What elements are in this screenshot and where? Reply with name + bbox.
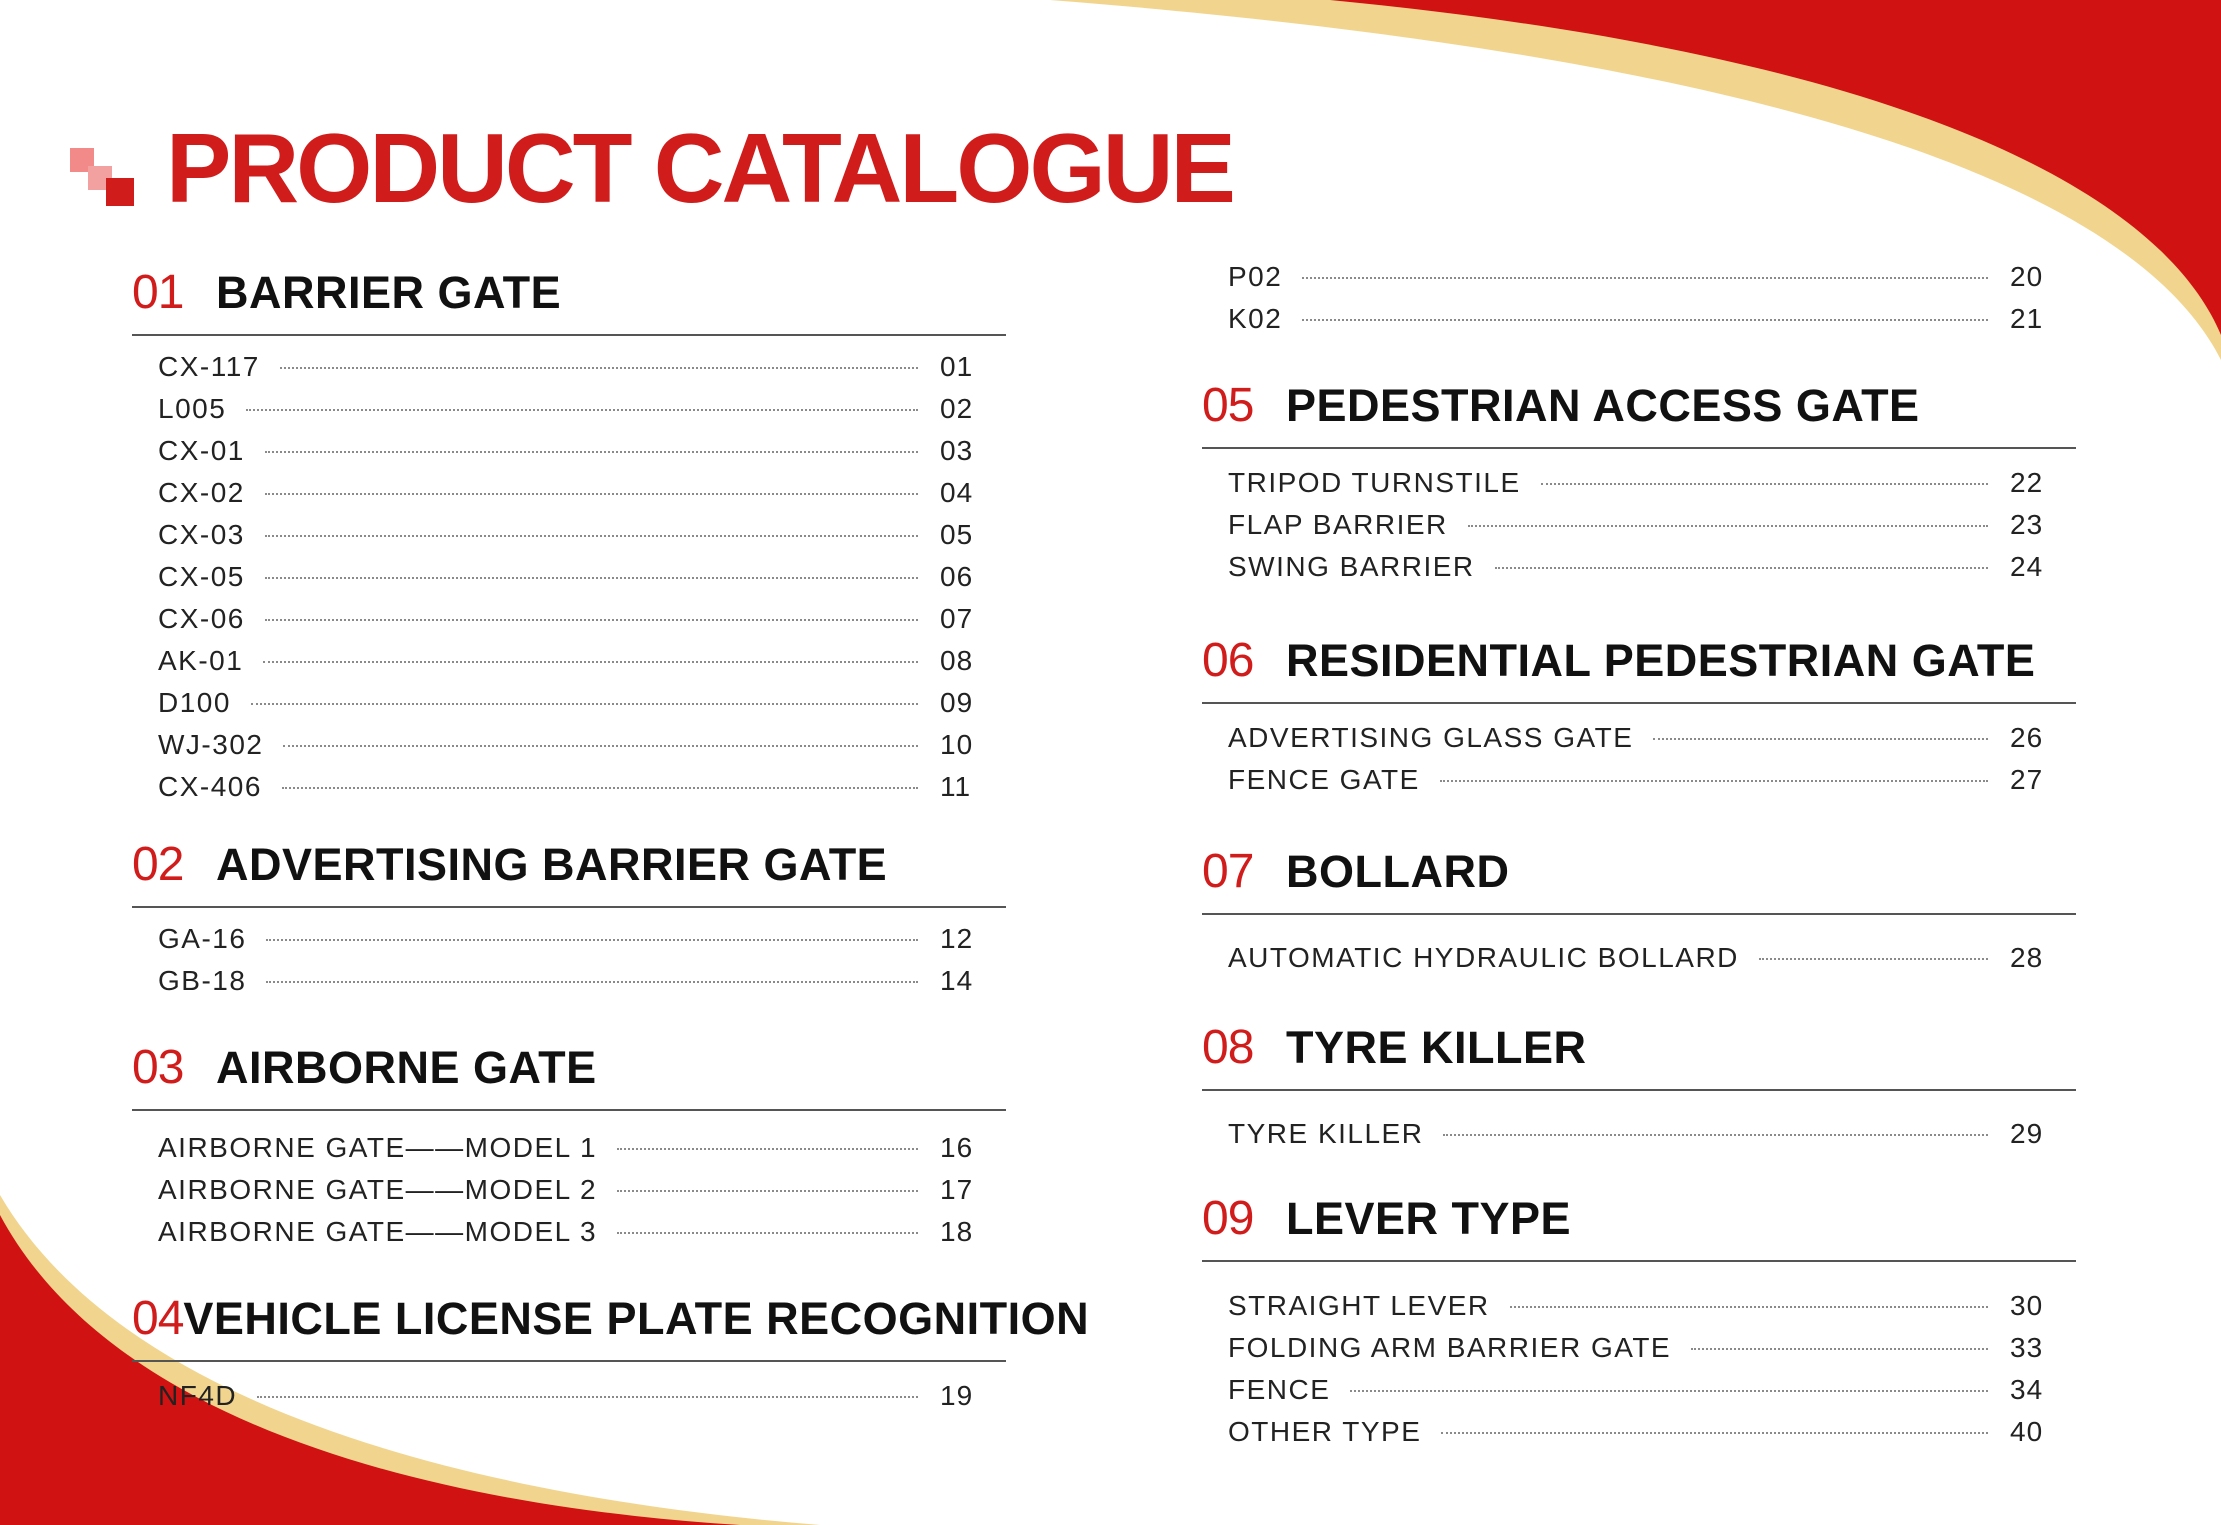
dot-leader [265, 619, 918, 621]
entry-label: K02 [1228, 303, 1283, 334]
section-header [132, 836, 1006, 894]
dot-leader [257, 1396, 918, 1398]
section-divider [132, 906, 1006, 908]
entry-page: 34 [2010, 1374, 2044, 1405]
toc-entry[interactable] [1228, 937, 2076, 979]
entry-page: 30 [2010, 1290, 2044, 1321]
entry-page: 24 [2010, 551, 2044, 582]
dot-leader [263, 661, 918, 663]
section-number: 03 [132, 1041, 184, 1094]
entry-page: 09 [940, 687, 974, 718]
toc-entry[interactable] [158, 640, 1006, 682]
toc-entry[interactable] [158, 918, 1006, 960]
section-advertising-barrier-gate [132, 836, 1006, 996]
entry-label: CX-01 [158, 435, 245, 466]
toc-entry[interactable] [158, 598, 1006, 640]
dot-leader [283, 745, 918, 747]
section-header [1202, 1019, 2076, 1077]
toc-entry[interactable] [158, 556, 1006, 598]
entry-page: 17 [940, 1174, 974, 1205]
section-items [158, 918, 1006, 1002]
dot-leader [617, 1148, 918, 1150]
section-pedestrian-access-gate [1202, 377, 2076, 582]
entry-page: 02 [940, 393, 974, 424]
entry-label: CX-03 [158, 519, 245, 550]
entry-label: WJ-302 [158, 729, 264, 760]
toc-entry[interactable] [1228, 1285, 2076, 1327]
dot-leader [251, 703, 918, 705]
entry-page: 18 [940, 1216, 974, 1247]
section-divider [132, 1360, 1006, 1362]
entry-label: STRAIGHT LEVER [1228, 1290, 1490, 1321]
entry-page: 29 [2010, 1118, 2044, 1149]
section-divider [1202, 1089, 2076, 1091]
entry-page: 26 [2010, 722, 2044, 753]
section-number: 08 [1202, 1021, 1254, 1074]
entry-page: 22 [2010, 467, 2044, 498]
dot-leader [246, 409, 918, 411]
toc-entry[interactable] [1228, 298, 2076, 340]
dot-leader [1302, 277, 1988, 279]
section-items [1228, 256, 2076, 340]
section-divider [1202, 1260, 2076, 1262]
toc-entry[interactable] [158, 724, 1006, 766]
entry-page: 27 [2010, 764, 2044, 795]
entry-label: GA-16 [158, 923, 247, 954]
dot-leader [1441, 1432, 1988, 1434]
entry-page: 01 [940, 351, 974, 382]
section-vehicle-license-plate-recognition [132, 1290, 1090, 1411]
section-title: ADVERTISING BARRIER GATE [216, 839, 888, 890]
section-title: PEDESTRIAN ACCESS GATE [1286, 380, 1920, 431]
toc-entry[interactable] [158, 514, 1006, 556]
toc-entry[interactable] [1228, 759, 2076, 801]
section-title: BOLLARD [1286, 846, 1510, 897]
section-items [158, 1127, 1006, 1253]
entry-label: FLAP BARRIER [1228, 509, 1448, 540]
section-title: RESIDENTIAL PEDESTRIAN GATE [1286, 635, 2036, 686]
entry-label: AIRBORNE GATE——MODEL 1 [158, 1132, 598, 1163]
entry-label: AK-01 [158, 645, 244, 676]
section-header [1202, 632, 2076, 690]
dot-leader [266, 939, 918, 941]
dot-leader [1691, 1348, 1988, 1350]
entry-page: 11 [940, 771, 972, 802]
section-number: 01 [132, 266, 184, 319]
entry-page: 05 [940, 519, 974, 550]
toc-entry[interactable] [158, 682, 1006, 724]
red-squares-icon [70, 148, 134, 212]
toc-entry[interactable] [158, 1169, 1006, 1211]
entry-page: 23 [2010, 509, 2044, 540]
section-title: TYRE KILLER [1286, 1022, 1587, 1073]
entry-page: 10 [940, 729, 974, 760]
entry-page: 19 [940, 1380, 974, 1411]
toc-entry[interactable] [158, 1127, 1006, 1169]
dot-leader [1350, 1390, 1988, 1392]
section-header [132, 264, 1006, 322]
entry-label: AIRBORNE GATE——MODEL 3 [158, 1216, 598, 1247]
dot-leader [265, 493, 918, 495]
toc-entry[interactable] [1228, 1327, 2076, 1369]
section-items [1228, 1113, 2076, 1155]
section-number: 05 [1202, 379, 1254, 432]
entry-label: FENCE GATE [1228, 764, 1420, 795]
dot-leader [265, 577, 918, 579]
section-title: BARRIER GATE [216, 267, 562, 318]
section-title: VEHICLE LICENSE PLATE RECOGNITION [183, 1293, 1090, 1344]
toc-entry[interactable] [158, 1375, 1006, 1417]
entry-page: 16 [940, 1132, 974, 1163]
section-divider [1202, 913, 2076, 915]
entry-label: CX-06 [158, 603, 245, 634]
toc-entry[interactable] [1228, 256, 2076, 298]
section-number: 04 [132, 1292, 184, 1345]
entry-label: CX-406 [158, 771, 262, 802]
entry-page: 40 [2010, 1416, 2044, 1447]
entry-page: 21 [2010, 303, 2044, 334]
section-number: 07 [1202, 845, 1254, 898]
toc-entry[interactable] [158, 472, 1006, 514]
toc-entry[interactable] [158, 388, 1006, 430]
bottom-left-red-band [0, 1215, 740, 1525]
entry-label: TYRE KILLER [1228, 1118, 1424, 1149]
entry-page: 28 [2010, 942, 2044, 973]
entry-label: CX-117 [158, 351, 260, 382]
section-title: AIRBORNE GATE [216, 1042, 597, 1093]
entry-page: 14 [940, 965, 974, 996]
toc-entry[interactable] [1228, 462, 2076, 504]
dot-leader [617, 1232, 918, 1234]
toc-entry[interactable] [1228, 717, 2076, 759]
section-header [1202, 843, 2076, 901]
toc-entry[interactable] [1228, 504, 2076, 546]
section-number: 02 [132, 838, 184, 891]
section-items [1228, 717, 2076, 801]
dot-leader [265, 535, 918, 537]
entry-label: D100 [158, 687, 231, 718]
toc-entry[interactable] [158, 1211, 1006, 1253]
dot-leader [617, 1190, 918, 1192]
entry-label: ADVERTISING GLASS GATE [1228, 722, 1634, 753]
section-number: 06 [1202, 634, 1254, 687]
section-tyre-killer [1202, 1019, 2076, 1149]
section-divider [1202, 447, 2076, 449]
entry-label: GB-18 [158, 965, 247, 996]
dot-leader [1510, 1306, 1988, 1308]
entry-label: SWING BARRIER [1228, 551, 1475, 582]
section-bollard [1202, 843, 2076, 973]
toc-entry[interactable] [158, 346, 1006, 388]
toc-entry[interactable] [1228, 1113, 2076, 1155]
section-lever-type [1202, 1190, 2076, 1447]
dot-leader [265, 451, 918, 453]
section-header [132, 1039, 1006, 1097]
dot-leader [1541, 483, 1988, 485]
entry-page: 03 [940, 435, 974, 466]
entry-page: 12 [940, 923, 974, 954]
entry-page: 08 [940, 645, 974, 676]
section-airborne-gate [132, 1039, 1006, 1247]
entry-label: L005 [158, 393, 227, 424]
toc-entry[interactable] [1228, 1369, 2076, 1411]
entry-label: P02 [1228, 261, 1283, 292]
dot-leader [1759, 958, 1988, 960]
entry-page: 33 [2010, 1332, 2044, 1363]
dot-leader [280, 367, 918, 369]
section-header [132, 1290, 1090, 1348]
entry-page: 04 [940, 477, 974, 508]
entry-label: AIRBORNE GATE——MODEL 2 [158, 1174, 598, 1205]
section-divider [132, 334, 1006, 336]
section-divider [132, 1109, 1006, 1111]
section-items [1228, 1285, 2076, 1453]
section-items [158, 346, 1006, 808]
dot-leader [1495, 567, 1988, 569]
entry-label: FENCE [1228, 1374, 1331, 1405]
toc-entry[interactable] [1228, 1411, 2076, 1453]
dot-leader [1302, 319, 1988, 321]
section-header [1202, 1190, 2076, 1248]
dot-leader [1443, 1134, 1988, 1136]
toc-entry[interactable] [158, 960, 1006, 1002]
entry-page: 20 [2010, 261, 2044, 292]
page-title: PRODUCT CATALOGUE [166, 113, 1233, 223]
entry-label: OTHER TYPE [1228, 1416, 1422, 1447]
entry-label: CX-05 [158, 561, 245, 592]
section-items [1228, 937, 2076, 979]
section-number: 09 [1202, 1192, 1254, 1245]
dot-leader [1653, 738, 1988, 740]
dot-leader [282, 787, 918, 789]
toc-entry[interactable] [158, 766, 1006, 808]
toc-entry[interactable] [158, 430, 1006, 472]
entry-label: NF4D [158, 1380, 238, 1411]
toc-entry[interactable] [1228, 546, 2076, 588]
section-barrier-gate [132, 264, 1006, 802]
dot-leader [1440, 780, 1988, 782]
entry-page: 07 [940, 603, 974, 634]
entry-label: TRIPOD TURNSTILE [1228, 467, 1521, 498]
dot-leader [266, 981, 918, 983]
entry-label: AUTOMATIC HYDRAULIC BOLLARD [1228, 942, 1739, 973]
entry-page: 06 [940, 561, 974, 592]
entry-label: CX-02 [158, 477, 245, 508]
section-divider [1202, 702, 2076, 704]
section-header [1202, 377, 2076, 435]
entry-label: FOLDING ARM BARRIER GATE [1228, 1332, 1672, 1363]
section-items [1228, 462, 2076, 588]
section-residential-pedestrian-gate [1202, 632, 2076, 795]
section-title: LEVER TYPE [1286, 1193, 1572, 1244]
section-items [158, 1375, 1006, 1417]
dot-leader [1468, 525, 1988, 527]
